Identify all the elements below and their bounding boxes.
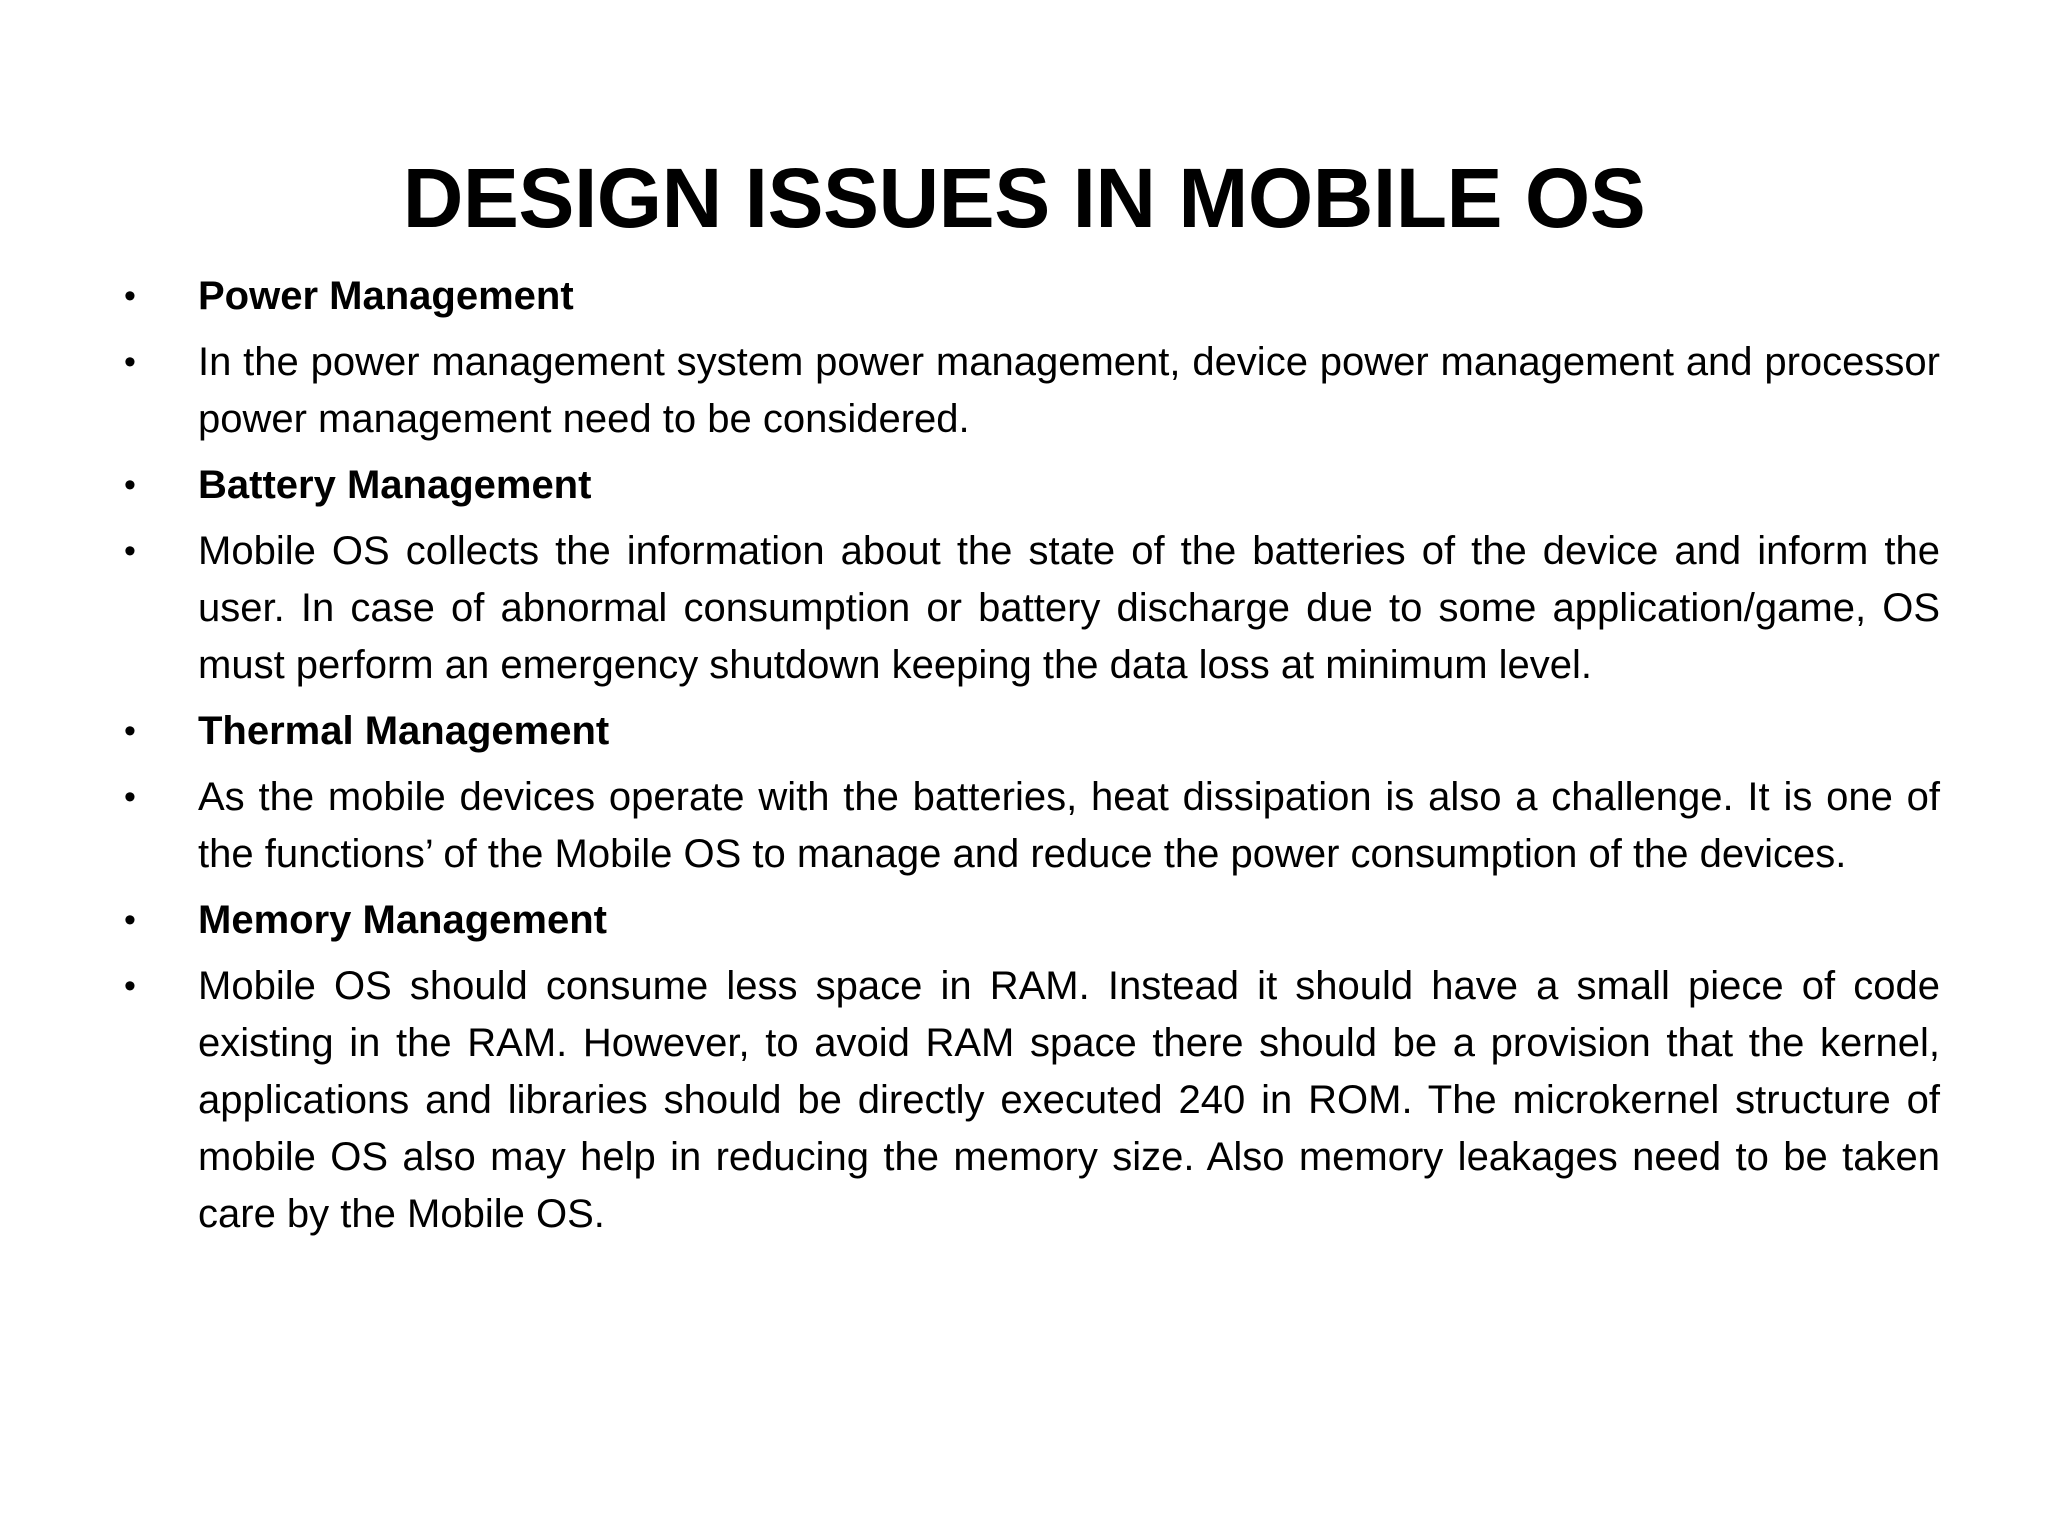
bullet-text: Thermal Management xyxy=(198,709,610,753)
bullet-heading-memory-management xyxy=(122,892,1940,949)
bullet-heading-power-management xyxy=(122,268,1940,325)
bullet-list xyxy=(122,268,1940,1252)
bullet-dot-icon: • xyxy=(124,277,136,315)
bullet-body-power-management xyxy=(122,334,1940,448)
bullet-text: Mobile OS should consume less space in RAM. Instead it should have a small piece of code existing in the RAM. However, to avoid RAM space there should be a provision that the kernel, applications and libraries should be directly executed 240 in ROM. The microkernel structure of mobile OS also may help in reducing the memory size. Also memory leakages need to be taken care by the Mobile OS. xyxy=(198,964,1940,1236)
bullet-text: In the power management system power management, device power management and processor power management need to be considered. xyxy=(198,340,1940,441)
bullet-heading-battery-management xyxy=(122,457,1940,514)
bullet-dot-icon: • xyxy=(124,712,136,750)
slide-title: DESIGN ISSUES IN MOBILE OS xyxy=(402,151,1646,245)
bullet-dot-icon: • xyxy=(124,901,136,939)
bullet-dot-icon: • xyxy=(124,343,136,381)
bullet-heading-thermal-management xyxy=(122,703,1940,760)
bullet-text: As the mobile devices operate with the batteries, heat dissipation is also a challenge. It is one of the functions’ of the Mobile OS to manage and reduce the power consumption of the devices. xyxy=(198,775,1940,876)
bullet-text: Battery Management xyxy=(198,463,592,507)
bullet-dot-icon: • xyxy=(124,778,136,816)
bullet-body-battery-management xyxy=(122,523,1940,694)
bullet-body-thermal-management xyxy=(122,769,1940,883)
bullet-text: Mobile OS collects the information about the state of the batteries of the device and inform the user. In case of abnormal consumption or battery discharge due to some application/game, OS must perform an emergency shutdown keeping the data loss at minimum level. xyxy=(198,529,1940,687)
bullet-dot-icon: • xyxy=(124,466,136,504)
bullet-dot-icon: • xyxy=(124,967,136,1005)
bullet-text: Memory Management xyxy=(198,898,607,942)
bullet-body-memory-management xyxy=(122,958,1940,1243)
bullet-text: Power Management xyxy=(198,274,574,318)
bullet-dot-icon: • xyxy=(124,532,136,570)
